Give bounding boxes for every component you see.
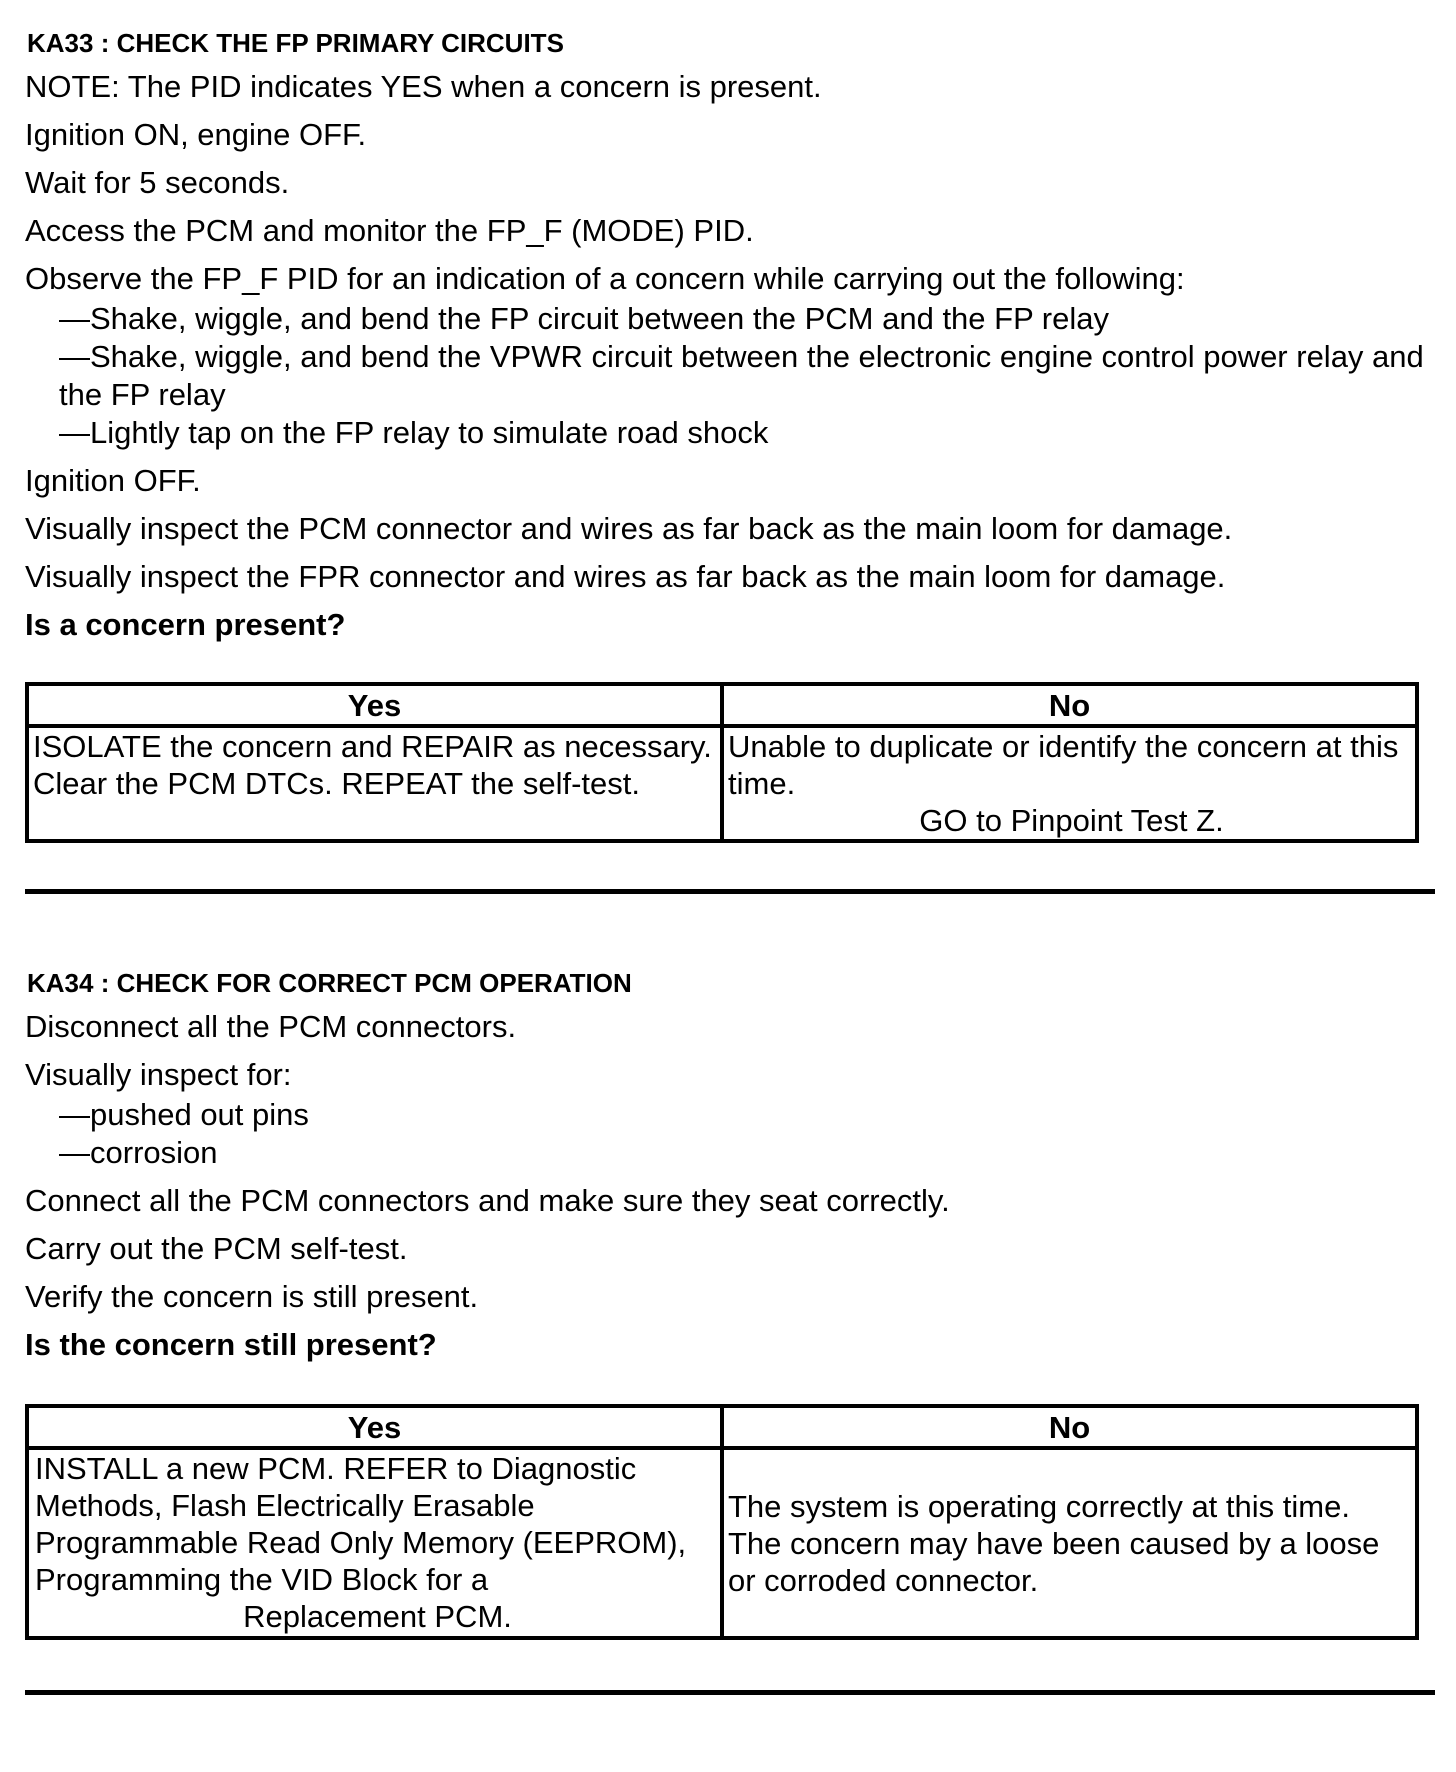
decision-question: Is a concern present? (25, 607, 346, 642)
sub-instruction: —corrosion (59, 1135, 218, 1170)
instruction-line: Observe the FP_F PID for an indication of a concern while carrying out the following: (25, 261, 1185, 296)
sub-instruction: —Lightly tap on the FP relay to simulate road shock (59, 415, 769, 450)
goto-link-text: GO to Pinpoint Test Z. (919, 803, 1224, 838)
instruction-line: Visually inspect for: (25, 1057, 292, 1092)
instruction-line: Visually inspect the PCM connector and wires as far back as the main loom for damage. (25, 511, 1233, 546)
no-header: No (722, 1406, 1417, 1448)
sub-instruction: —pushed out pins (59, 1097, 309, 1132)
document-page (25, 26, 1435, 1695)
instruction-line: Ignition OFF. (25, 463, 201, 498)
yes-no-table (25, 1404, 1419, 1640)
section-divider (25, 889, 1435, 894)
no-text: The concern may have been caused by a loose or corroded connector. (728, 1525, 1380, 1598)
instruction-line: Verify the concern is still present. (25, 1279, 479, 1314)
no-text: The system is operating correctly at this time. (728, 1488, 1350, 1524)
instruction-line: Carry out the PCM self-test. (25, 1231, 408, 1266)
yes-header: Yes (27, 1406, 722, 1448)
sub-instruction: —Shake, wiggle, and bend the VPWR circuit between the electronic engine control power relay and the FP relay (59, 339, 1424, 412)
step-title: KA34 : CHECK FOR CORRECT PCM OPERATION (27, 968, 632, 998)
sub-instruction-list (59, 1096, 1435, 1172)
step-ka34 (25, 966, 1435, 1640)
instruction-line: NOTE: The PID indicates YES when a concern is present. (25, 69, 822, 104)
yes-no-table (25, 682, 1419, 843)
yes-cell (27, 726, 722, 841)
instruction-line: Access the PCM and monitor the FP_F (MODE) PID. (25, 213, 754, 248)
no-cell (722, 1448, 1417, 1638)
no-header: No (722, 684, 1417, 726)
instruction-line: Visually inspect the FPR connector and wires as far back as the main loom for damage. (25, 559, 1226, 594)
section-divider (25, 1690, 1435, 1695)
yes-text: Replacement PCM. (243, 1599, 512, 1634)
instruction-line: Wait for 5 seconds. (25, 165, 290, 200)
instruction-line: Ignition ON, engine OFF. (25, 117, 367, 152)
sub-instruction-list (59, 300, 1435, 452)
instruction-line: Disconnect all the PCM connectors. (25, 1009, 517, 1044)
step-ka33 (25, 26, 1435, 843)
yes-header: Yes (27, 684, 722, 726)
no-text: Unable to duplicate or identify the concern at this time. (728, 729, 1399, 801)
yes-text: Clear the PCM DTCs. REPEAT the self-test. (33, 766, 640, 801)
sub-instruction: —Shake, wiggle, and bend the FP circuit between the PCM and the FP relay (59, 301, 1110, 336)
step-title: KA33 : CHECK THE FP PRIMARY CIRCUITS (27, 28, 564, 58)
instruction-line: Connect all the PCM connectors and make sure they seat correctly. (25, 1183, 950, 1218)
decision-question: Is the concern still present? (25, 1327, 437, 1362)
no-cell (722, 726, 1417, 841)
yes-text: ISOLATE the concern and REPAIR as necessary. (33, 729, 712, 764)
yes-cell (27, 1448, 722, 1638)
yes-text: INSTALL a new PCM. REFER to Diagnostic Methods, Flash Electrically Erasable Programmable Read Only Memory (EEPROM), Programming the VID Block for a (35, 1451, 687, 1597)
